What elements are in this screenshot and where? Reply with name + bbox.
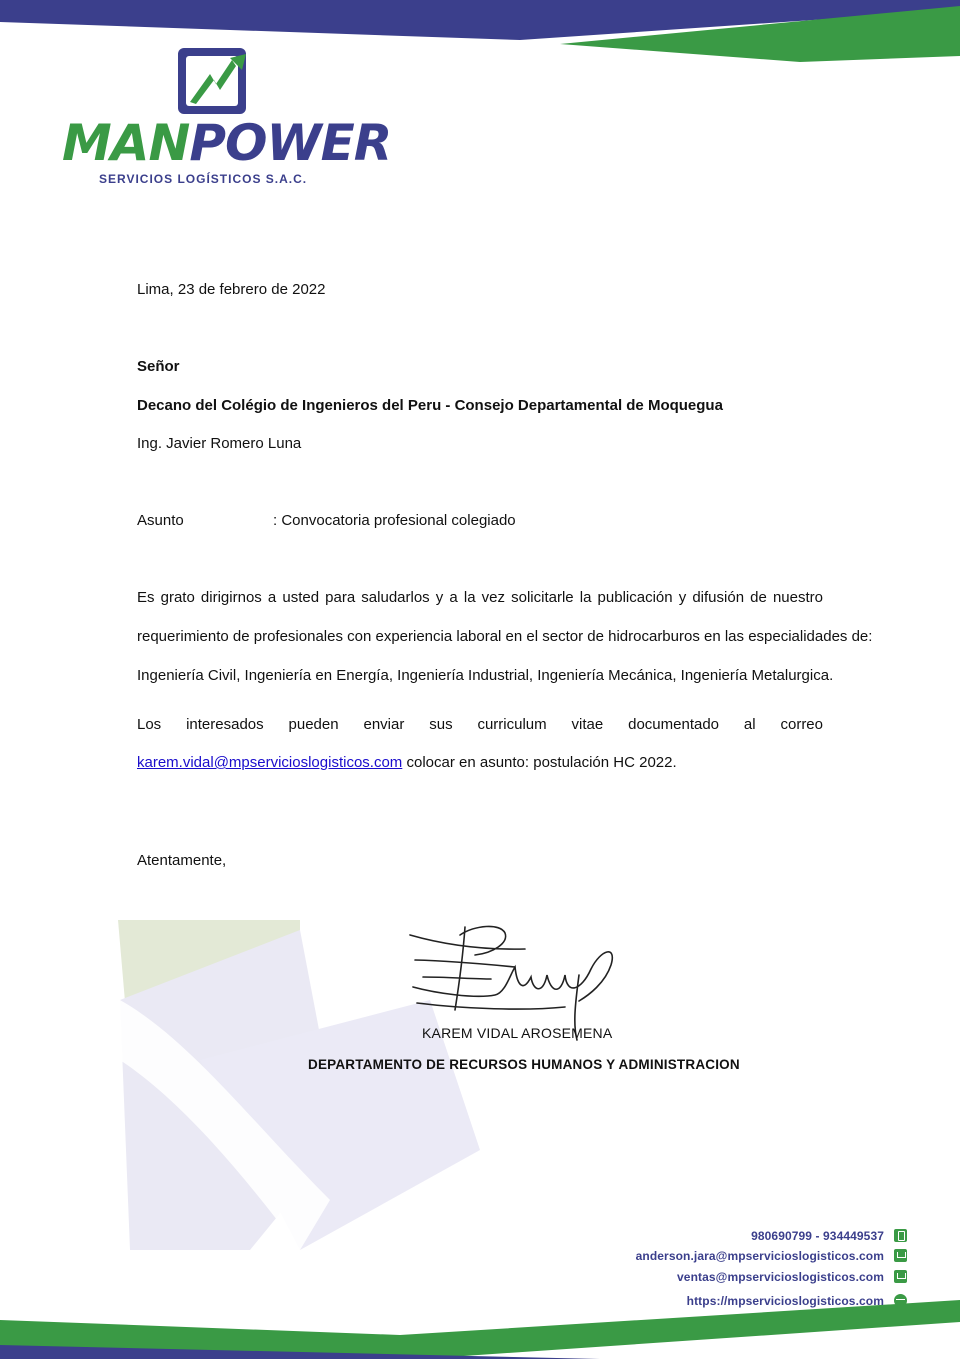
- salutation: Señor: [137, 358, 180, 375]
- recipient-title: Decano del Colégio de Ingenieros del Peru - Consejo Departamental de Moquegua: [137, 397, 723, 414]
- globe-icon: [894, 1294, 907, 1307]
- brand-wordmark: [62, 114, 392, 172]
- signatory-department: DEPARTAMENTO DE RECURSOS HUMANOS Y ADMINISTRACION: [308, 1057, 740, 1072]
- email-line: [137, 754, 677, 772]
- brand-subtitle: SERVICIOS LOGÍSTICOS S.A.C.: [99, 172, 308, 186]
- contact-email-1: anderson.jara@mpservicioslogisticos.com: [635, 1249, 884, 1263]
- brand-name-part1: MAN: [62, 114, 190, 172]
- contact-phones: 980690799 - 934449537: [751, 1229, 884, 1243]
- subject-label: Asunto: [137, 512, 184, 529]
- body-line-1: Es grato dirigirnos a usted para saludarlos y a la vez solicitarle la publicación y difusión de nuestro: [137, 589, 823, 606]
- signatory-name: KAREM VIDAL AROSEMENA: [422, 1025, 613, 1041]
- letter-date: Lima, 23 de febrero de 2022: [137, 281, 326, 298]
- subject-value: : Convocatoria profesional colegiado: [273, 512, 516, 529]
- recipient-name: Ing. Javier Romero Luna: [137, 435, 302, 452]
- mail-icon: [894, 1270, 907, 1283]
- email-link[interactable]: karem.vidal@mpservicioslogisticos.com: [137, 754, 403, 771]
- body-line-2: requerimiento de profesionales con experiencia laboral en el sector de hidrocarburos en las especialidades de:: [137, 628, 873, 645]
- email-suffix: colocar en asunto: postulación HC 2022.: [402, 754, 677, 771]
- mail-icon: [894, 1249, 907, 1262]
- phone-icon: [894, 1229, 907, 1242]
- contact-website: https://mpservicioslogisticos.com: [686, 1294, 884, 1308]
- closing: Atentamente,: [137, 852, 227, 869]
- contact-email-2: ventas@mpservicioslogisticos.com: [677, 1270, 884, 1284]
- brand-name-part2: POWER: [189, 114, 392, 172]
- body-line-3: Ingeniería Civil, Ingeniería en Energía, Ingeniería Industrial, Ingeniería Mecánica, Ingeniería Metalurgica.: [137, 667, 834, 684]
- body-line-4: Los interesados pueden enviar sus curriculum vitae documentado al correo: [137, 716, 823, 733]
